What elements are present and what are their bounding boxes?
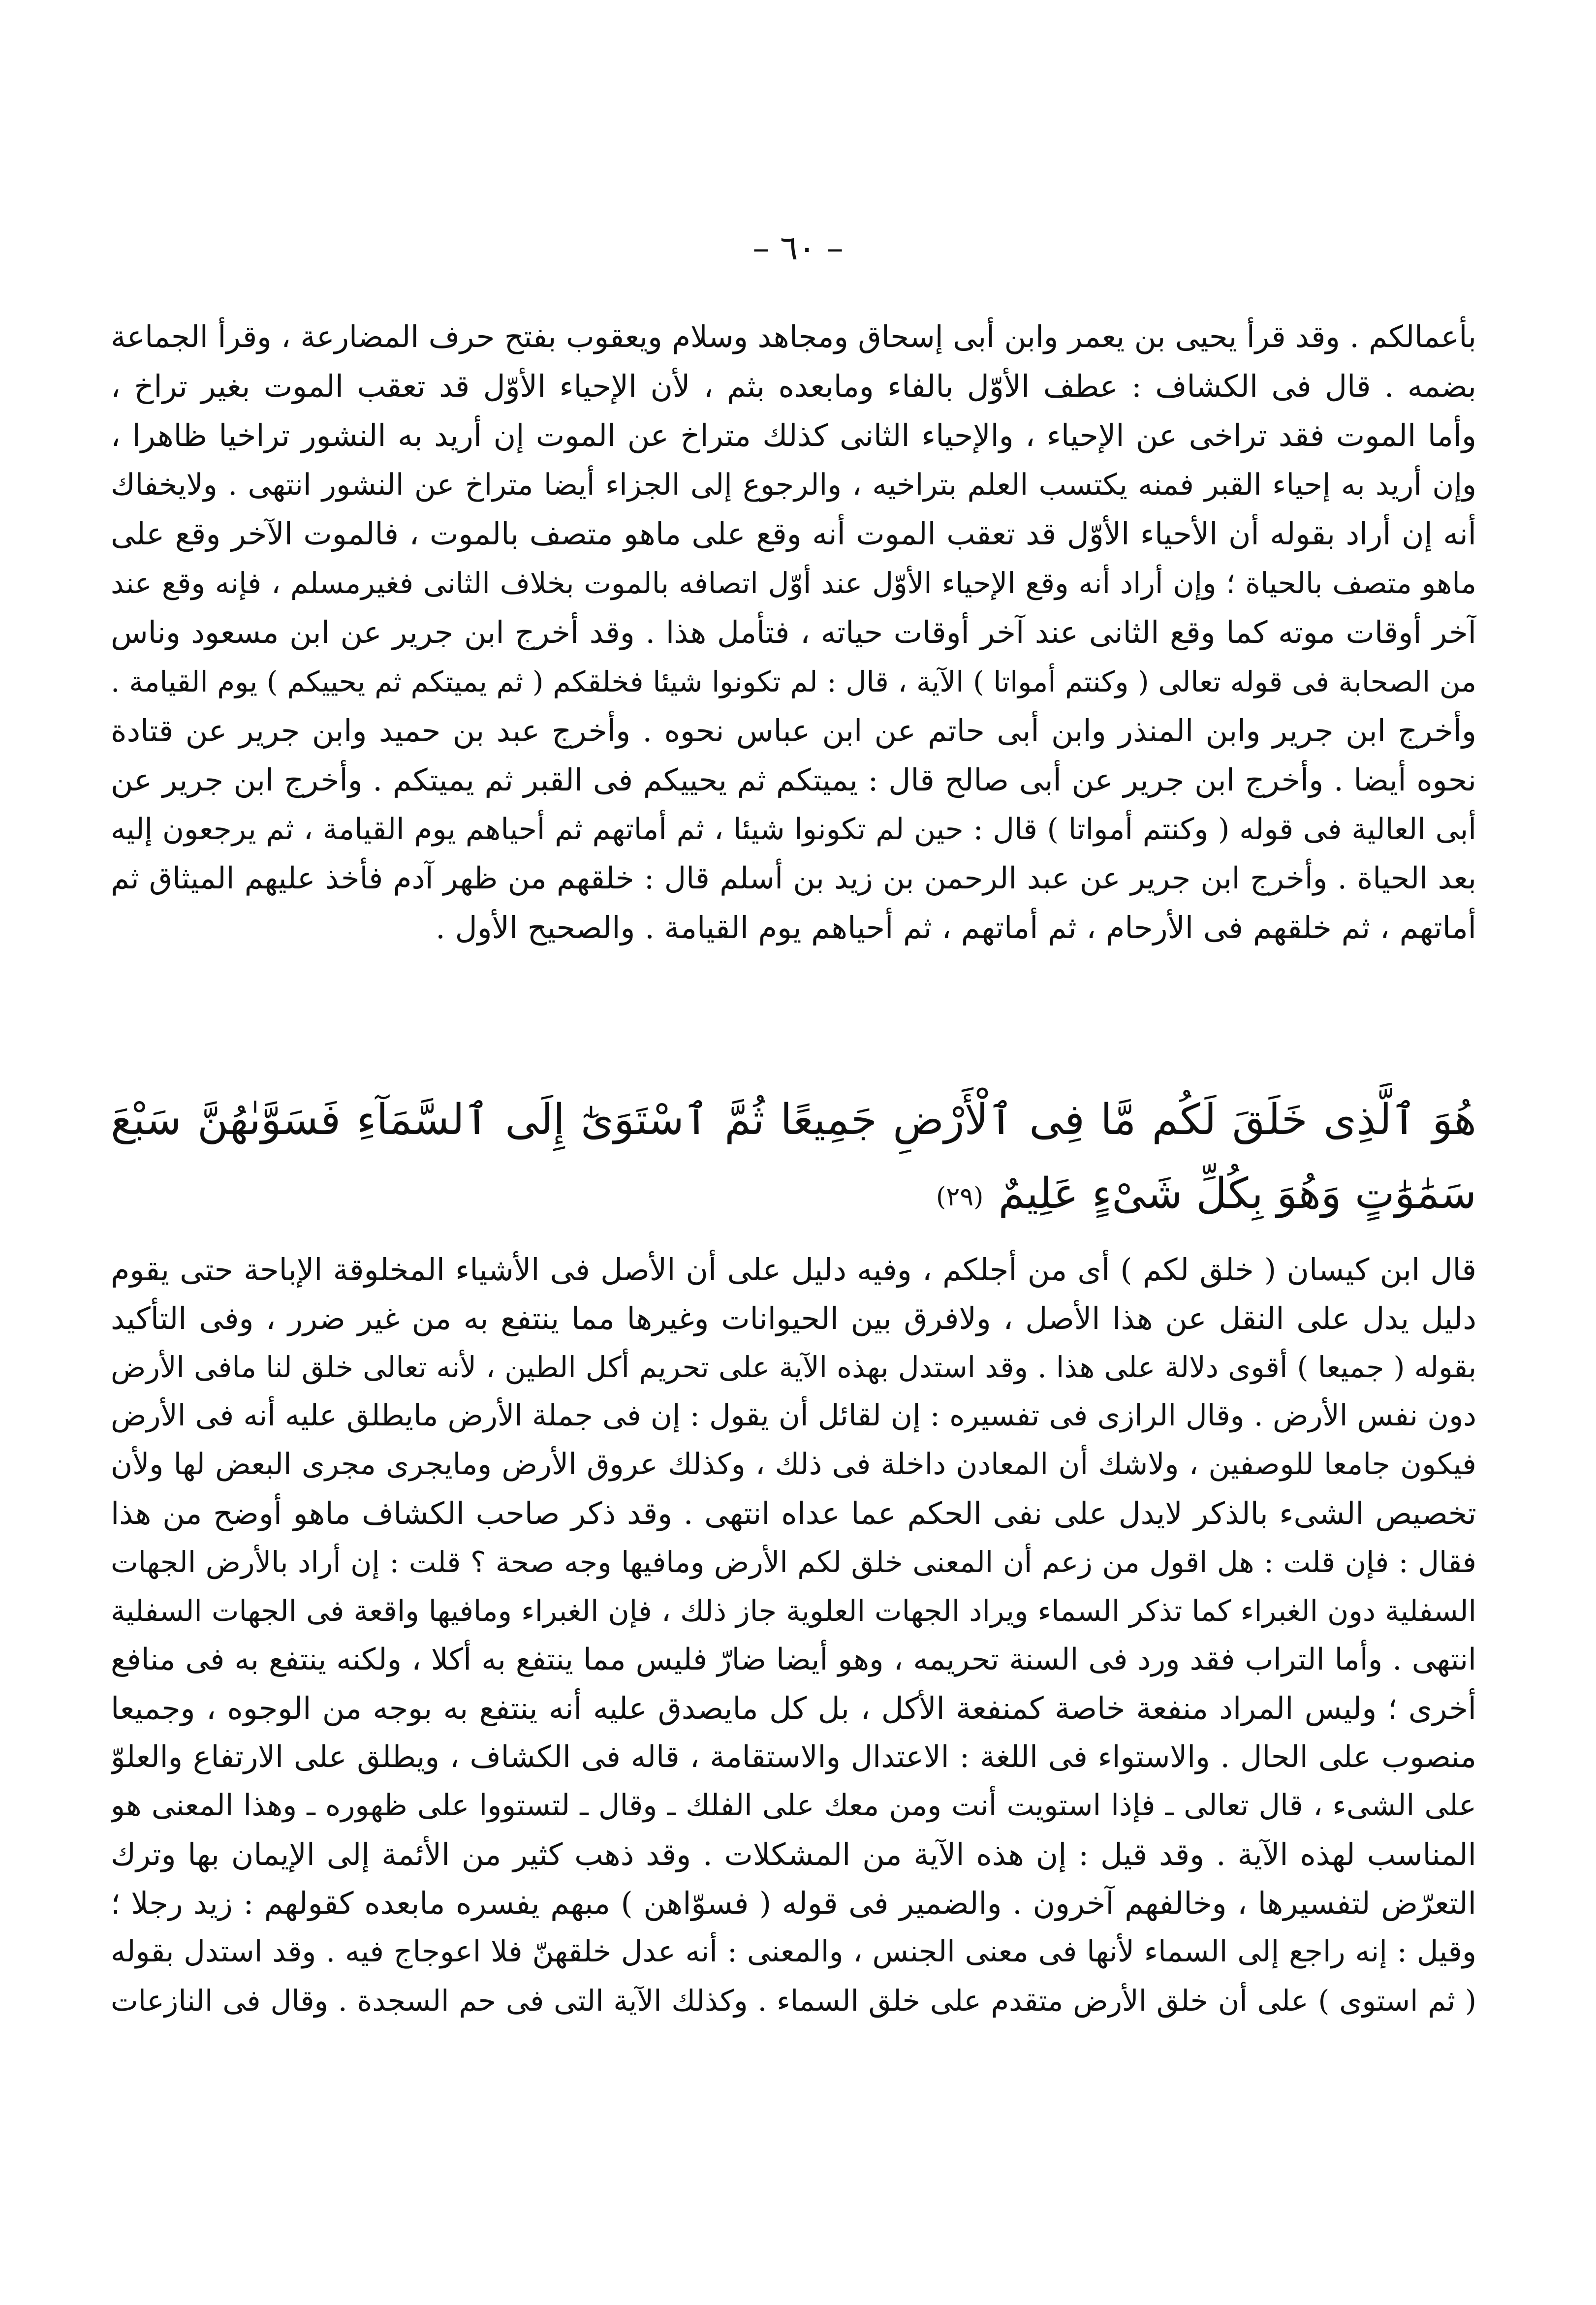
text-line: ( ثم استوى ) على أن خلق الأرض متقدم على خلق السماء . وكذلك الآية التى فى حم السجدة . وقال فى النازعات [111, 1984, 1476, 2018]
text-line: فيكون جامعا للوصفين ، ولاشك أن المعادن داخلة فى ذلك ، وكذلك عروق الأرض ومايجرى مجرى البعض لها ولأن [111, 1447, 1476, 1482]
text-line: السفلية دون الغبراء كما تذكر السماء ويراد الجهات العلوية جاز ذلك ، فإن الغبراء ومافيها واقعة فى الجهات السفلية [111, 1594, 1476, 1628]
text-line: المناسب لهذه الآية . وقد قيل : إن هذه الآية من المشكلات . وقد ذهب كثير من الأئمة إلى الإيمان بها وترك [111, 1836, 1476, 1872]
commentary-paragraph-1 [111, 313, 1476, 952]
verse-line-1: هُوَ ٱلَّذِى خَلَقَ لَكُم مَّا فِى ٱلْأَرْضِ جَمِيعًا ثُمَّ ٱسْتَوَىٰٓ إِلَى ٱلسَّمَآءِ فَسَوَّىٰهُنَّ سَبْعَ [111, 1095, 1476, 1144]
text-line: منصوب على الحال . والاستواء فى اللغة : الاعتدال والاستقامة ، قاله فى الكشاف ، ويطلق على الارتفاع والعلوّ [111, 1739, 1476, 1774]
text-line: وإن أريد به إحياء القبر فمنه يكتسب العلم بتراخيه ، والرجوع إلى الجزاء أيضا متراخ عن النشور انتهى . ولايخفاك [111, 468, 1476, 502]
text-line: وأما الموت فقد تراخى عن الإحياء ، والإحياء الثانى كذلك متراخ عن الموت إن أريد به النشور تراخيا ظاهرا ، [111, 417, 1476, 453]
text-line: دون نفس الأرض . وقال الرازى فى تفسيره : إن لقائل أن يقول : إن فى جملة الأرض مايطلق عليه أنه فى الأرض [111, 1398, 1476, 1433]
text-line: بقوله ( جميعا ) أقوى دلالة على هذا . وقد استدل بهذه الآية على تحريم أكل الطين ، لأنه تعالى خلق لنا مافى الأرض [111, 1350, 1476, 1384]
text-line: على الشىء ، قال تعالى ـ فإذا استويت أنت ومن معك على الفلك ـ وقال ـ لتستووا على ظهوره ـ وهذا المعنى هو [111, 1788, 1476, 1823]
text-line: التعرّض لتفسيرها ، وخالفهم آخرون . والضمير فى قوله ( فسوّاهن ) مبهم يفسره مابعده كقولهم : زيد رجلا ؛ [111, 1885, 1476, 1921]
quran-verse [111, 1083, 1476, 1231]
text-line: بعد الحياة . وأخرج ابن جرير عن عبد الرحمن بن زيد بن أسلم قال : خلقهم من ظهر آدم فأخذ عليهم الميثاق ثم [111, 861, 1476, 896]
text-line: أماتهم ، ثم خلقهم فى الأرحام ، ثم أماتهم ، ثم أحياهم يوم القيامة . والصحيح الأول . [436, 910, 1476, 946]
commentary-paragraph-2 [111, 1245, 1476, 2025]
verse-line-2 [111, 1157, 1476, 1231]
text-line: نحوه أيضا . وأخرج ابن جرير عن أبى صالح قال : يميتكم ثم يحييكم فى القبر ثم يميتكم . وأخرج ابن جرير عن [111, 762, 1476, 798]
text-line: ماهو متصف بالحياة ؛ وإن أراد أنه وقع الإحياء الأوّل عند أوّل اتصافه بالموت بخلاف الثانى فغيرمسلم ، فإنه وقع عند [111, 566, 1476, 600]
text-line: بضمه . قال فى الكشاف : عطف الأوّل بالفاء ومابعده بثم ، لأن الإحياء الأوّل قد تعقب الموت بغير تراخ ، [111, 368, 1476, 404]
text-line: انتهى . وأما التراب فقد ورد فى السنة تحريمه ، وهو أيضا ضارّ فليس مما ينتفع به أكلا ، ولكنه ينتفع به فى منافع [111, 1642, 1476, 1677]
verse-text: سَمَٰوَٰتٍ وَهُوَ بِكُلِّ شَىْءٍ عَلِيمٌ [998, 1169, 1476, 1218]
text-line: أنه إن أراد بقوله أن الأحياء الأوّل قد تعقب الموت أنه وقع على ماهو متصف بالموت ، فالموت الآخر وقع على [111, 516, 1476, 552]
text-line: وأخرج ابن جرير وابن المنذر وابن أبى حاتم عن ابن عباس نحوه . وأخرج عبد بن حميد وابن جرير عن قتادة [111, 713, 1476, 749]
text-line: آخر أوقات موته كما وقع الثانى عند آخر أوقات حياته ، فتأمل هذا . وقد أخرج ابن جرير عن ابن مسعود وناس [111, 614, 1476, 650]
text-line: دليل يدل على النقل عن هذا الأصل ، ولافرق بين الحيوانات وغيرها مما ينتفع به من غير ضرر ، وفى التأكيد [111, 1300, 1476, 1336]
verse-number: (٢٩) [936, 1182, 984, 1212]
text-line: قال ابن كيسان ( خلق لكم ) أى من أجلكم ، وفيه دليل على أن الأصل فى الأشياء المخلوقة الإباحة حتى يقوم [111, 1252, 1476, 1288]
page-number: – ٦٠ – [752, 229, 844, 268]
text-line: وقيل : إنه راجع إلى السماء لأنها فى معنى الجنس ، والمعنى : أنه عدل خلقهنّ فلا اعوجاج فيه . وقد استدل بقوله [111, 1934, 1476, 1969]
text-line: أخرى ؛ وليس المراد منفعة خاصة كمنفعة الأكل ، بل كل مايصدق عليه أنه ينتفع به بوجه من الوجوه ، وجميعا [111, 1690, 1476, 1726]
text-line: بأعمالكم . وقد قرأ يحيى بن يعمر وابن أبى إسحاق ومجاهد وسلام ويعقوب بفتح حرف المضارعة ، وقرأ الجماعة [111, 319, 1476, 354]
text-line: أبى العالية فى قوله ( وكنتم أمواتا ) قال : حين لم تكونوا شيئا ، ثم أماتهم ثم أحياهم يوم القيامة ، ثم يرجعون إليه [111, 812, 1476, 847]
text-line: فقال : فإن قلت : هل اقول من زعم أن المعنى خلق لكم الأرض ومافيها وجه صحة ؟ قلت : إن أراد بالأرض الجهات [111, 1545, 1476, 1579]
text-line: من الصحابة فى قوله تعالى ( وكنتم أمواتا ) الآية ، قال : لم تكونوا شيئا فخلقكم ( ثم يميتكم ثم يحييكم ) يوم القيامة . [111, 665, 1476, 698]
text-line: تخصيص الشىء بالذكر لايدل على نفى الحكم عما عداه انتهى . وقد ذكر صاحب الكشاف ماهو أوضح من هذا [111, 1495, 1476, 1531]
